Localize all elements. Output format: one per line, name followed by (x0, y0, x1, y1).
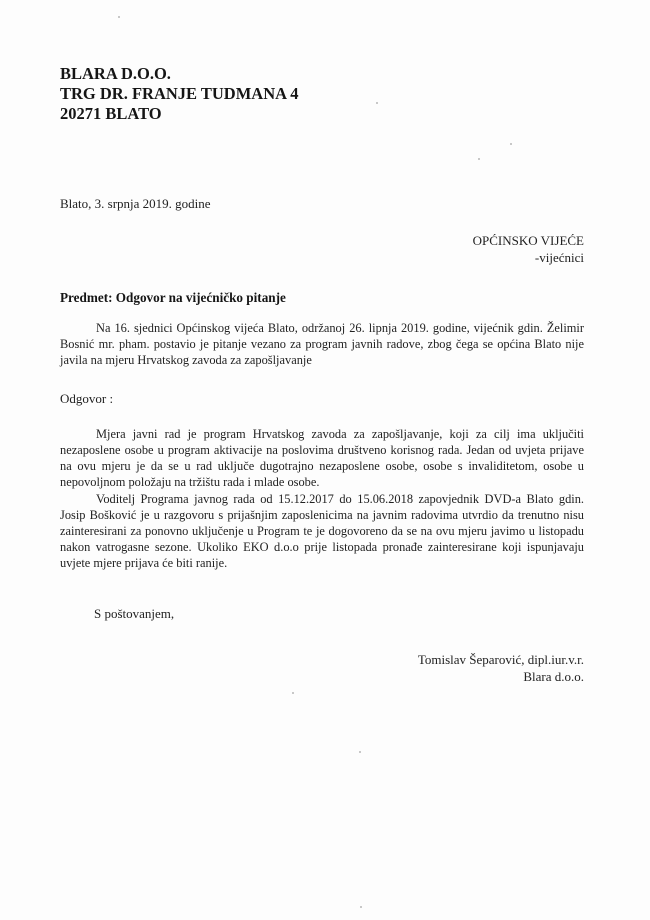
sender-address-block (60, 64, 299, 124)
closing-salutation: S poštovanjem, (94, 606, 175, 621)
sender-company: BLARA D.O.O. (60, 64, 171, 83)
scan-speck (360, 906, 362, 908)
answer-label: Odgovor : (60, 391, 114, 406)
scan-speck (478, 158, 480, 160)
letter-subject: Predmet: Odgovor na vijećničko pitanje (60, 290, 286, 305)
signature-block (418, 651, 584, 685)
recipient-block (473, 232, 584, 266)
recipient-name: OPĆINSKO VIJEĆE (472, 233, 584, 248)
answer-paragraph-1: Mjera javni rad je program Hrvatskog zavoda za zapošljavanje, koji za cilj ima uključiti nezaposlene osobe u program aktivacije na poslovima društveno korisnog rada. Jedan od uvjeta prijave na ovu mjeru je da se u rad uključe dugotrajno nezaposlene osobe, osobe s invaliditetom, osobe u nepovoljnom položaju na tržištu rada i mlade osobe. (60, 427, 584, 489)
scan-speck (292, 692, 294, 694)
intro-paragraph: Na 16. sjednici Općinskog vijeća Blato, održanoj 26. lipnja 2019. godine, vijećnik gdin. Želimir Bosnić mr. pham. postavio je pitanje vezano za program javnih radove, zbog čega se općina Blato nije javila na mjeru Hrvatskog zavoda za zapošljavanje (60, 321, 584, 367)
sender-street: TRG DR. FRANJE TUDMANA 4 (60, 84, 299, 103)
scan-speck (376, 102, 378, 104)
signature-name: Tomislav Šeparović, dipl.iur.v.r. (417, 652, 584, 667)
recipient-sub: -vijećnici (534, 250, 584, 265)
scan-speck (359, 751, 361, 753)
signature-company: Blara d.o.o. (523, 669, 584, 684)
letter-date: Blato, 3. srpnja 2019. godine (60, 196, 211, 211)
scan-speck (118, 16, 120, 18)
scan-speck (510, 143, 512, 145)
sender-postal-city: 20271 BLATO (60, 104, 162, 123)
answer-paragraph-2: Voditelj Programa javnog rada od 15.12.2017 do 15.06.2018 zapovjednik DVD-a Blato gdin. Josip Bošković je u razgovoru s prijašnjim zaposlenicima na javnim radovima utvrdio da trenutno nisu zainteresirani za ponovno uključenje u Program te je dogovoreno da se na ovu mjeru javimo u listopadu nakon vatrogasne sezone. Ukoliko EKO d.o.o prije listopada pronađe zainteresirane koji ispunjavaju uvjete mjere prijava će biti ranije. (60, 492, 584, 570)
